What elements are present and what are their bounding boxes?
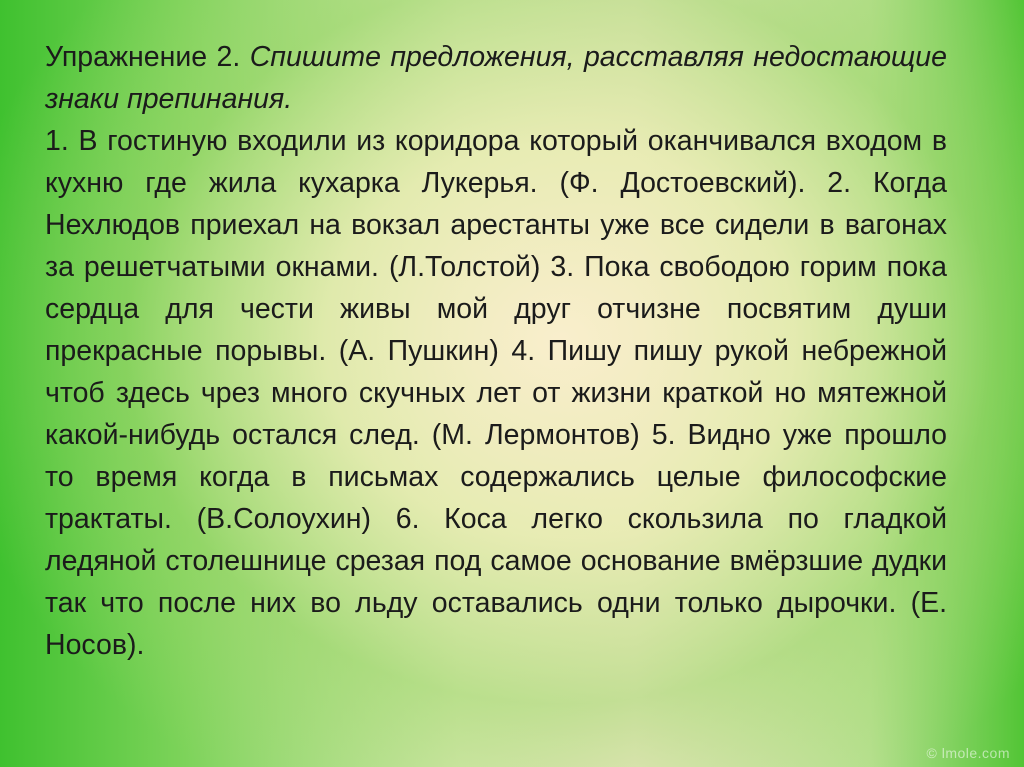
exercise-task: Спишите предложения, расставляя недостающие знаки препинания. — [45, 41, 948, 115]
watermark: © lmole.com — [926, 745, 1010, 761]
slide-content — [45, 36, 947, 666]
exercise-body: 1. В гостиную входили из коридора который оканчивался входом в кухню где жила кухарка Лукерья. (Ф. Достоевский). 2. Когда Нехлюдов приехал на вокзал арестанты уже все сидели в вагонах за решетчатыми окнами. (Л.Толстой) 3. Пока свободою горим пока сердца для чести живы мой друг отчизне посвятим души прекрасные порывы. (А. Пушкин) 4. Пишу пишу рукой небрежной чтоб здесь чрез много скучных лет от жизни краткой но мятежной какой-нибудь остался след. (М. Лермонтов) 5. Видно уже прошло то время когда в письмах содержались целые философские трактаты. (В.Солоухин) 6. Коса легко скользила по гладкой ледяной столешнице срезая под самое основание вмёрзшие дудки так что после них во льду оставались одни только дырочки. (Е. Носов). — [45, 125, 947, 661]
exercise-heading — [45, 36, 947, 120]
exercise-label: Упражнение 2. — [45, 41, 241, 73]
